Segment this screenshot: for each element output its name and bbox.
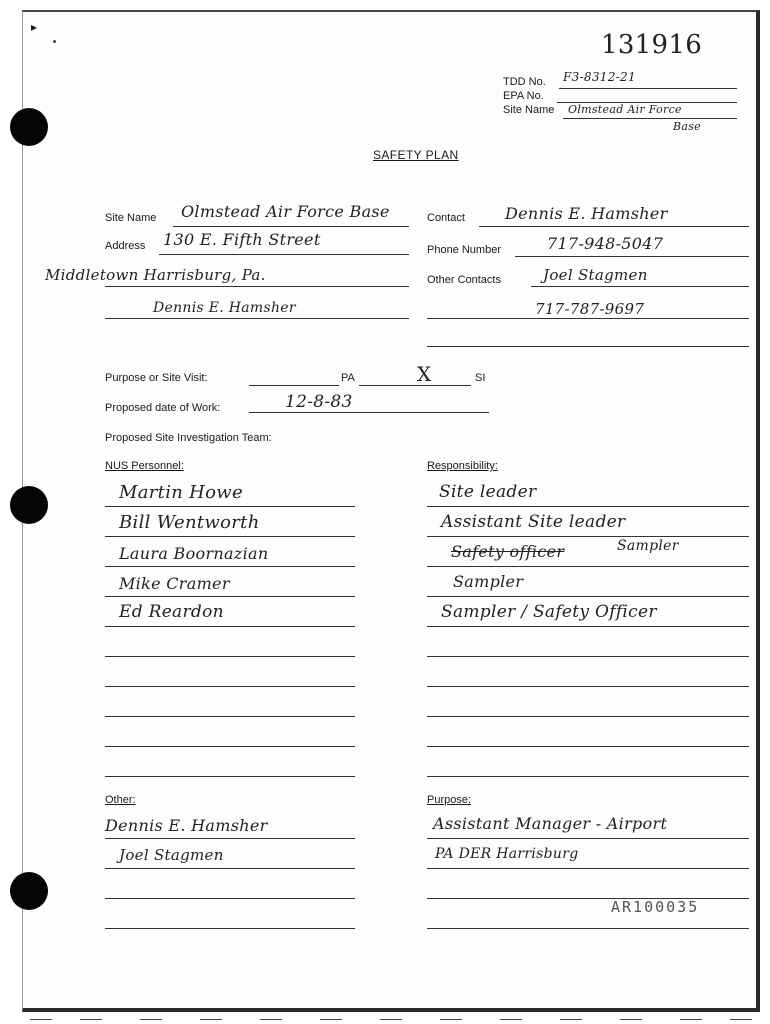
pa-label: PA [341, 372, 355, 384]
tdd-label: TDD No. [503, 76, 546, 88]
site-name-value: Olmstead Air Force Base [181, 202, 390, 221]
responsibility-header: Responsibility: [427, 460, 498, 472]
site-name-label: Site Name [105, 212, 157, 224]
purpose-of-visit-label: Purpose or Site Visit: [105, 372, 208, 384]
visit-type-mark: X [417, 362, 432, 386]
address-line-2: Middletown Harrisburg, Pa. [45, 266, 266, 284]
address-label: Address [105, 240, 146, 252]
proposed-date-value: 12-8-83 [285, 392, 353, 412]
member-role: Assistant Site leader [441, 512, 626, 532]
header-site-name-value-2: Base [673, 120, 701, 133]
member-name: Martin Howe [119, 482, 243, 503]
address-line-1: 130 E. Fifth Street [163, 230, 321, 249]
contact-label: Contact [427, 212, 465, 224]
member-role: Sampler / Safety Officer [441, 602, 657, 622]
member-name: Laura Boornazian [119, 544, 269, 563]
safety-plan-form [22, 10, 760, 1012]
purpose-header: Purpose: [427, 794, 472, 806]
other-purpose: PA DER Harrisburg [435, 846, 579, 862]
other-name: Dennis E. Hamsher [105, 816, 268, 835]
punch-hole [10, 872, 48, 910]
member-role: Site leader [439, 482, 537, 502]
member-name: Mike Cramer [119, 574, 230, 593]
other-header: Other: [105, 794, 136, 806]
other-contact-name: Joel Stagmen [543, 266, 648, 284]
archive-stamp: AR100035 [611, 898, 700, 916]
scan-artifact: ▸ [31, 20, 38, 34]
phone-label: Phone Number [427, 244, 501, 256]
other-contacts-label: Other Contacts [427, 274, 501, 286]
document-number: 131916 [601, 30, 703, 60]
phone-value: 717-948-5047 [547, 234, 664, 253]
punch-hole [10, 108, 48, 146]
member-role: Safety officer [451, 542, 565, 561]
member-name: Ed Reardon [119, 602, 224, 622]
page-title: SAFETY PLAN [373, 148, 459, 162]
member-role: Sampler [453, 572, 524, 591]
other-purpose: Assistant Manager - Airport [433, 814, 668, 833]
team-label: Proposed Site Investigation Team: [105, 432, 272, 444]
member-name: Bill Wentworth [119, 512, 260, 533]
tdd-value: F3-8312-21 [563, 70, 636, 84]
contact-value: Dennis E. Hamsher [505, 204, 668, 223]
other-name: Joel Stagmen [119, 846, 224, 864]
address-line-3: Dennis E. Hamsher [153, 300, 296, 316]
personnel-header: NUS Personnel: [105, 460, 184, 472]
si-label: SI [475, 372, 486, 384]
header-site-name-value: Olmstead Air Force [568, 103, 682, 116]
other-contact-phone: 717-787-9697 [535, 300, 645, 318]
header-site-name-label: Site Name [503, 104, 555, 116]
epa-label: EPA No. [503, 90, 544, 102]
proposed-date-label: Proposed date of Work: [105, 402, 221, 414]
member-role-note: Sampler [617, 538, 679, 554]
scan-artifact [53, 40, 56, 43]
punch-hole [10, 486, 48, 524]
